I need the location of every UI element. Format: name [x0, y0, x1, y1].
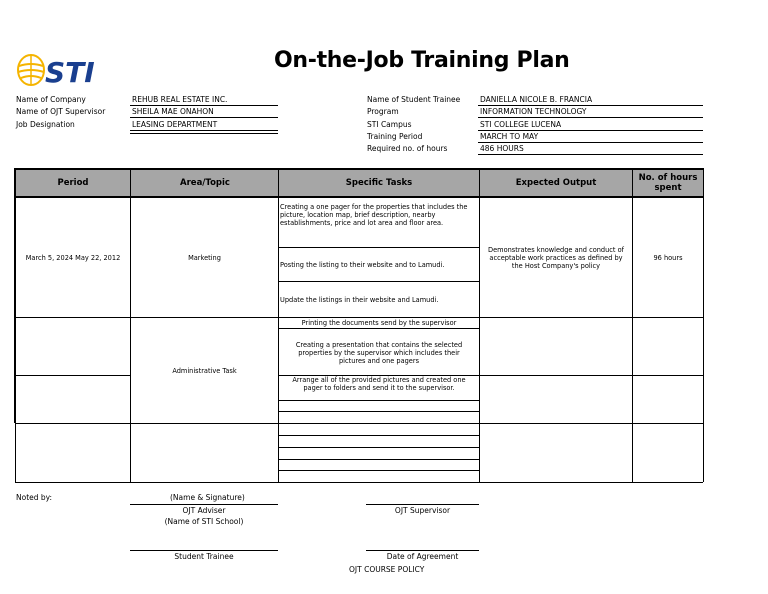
row2-task-3: Arrange all of the provided pictures and created one pager to folders and send it to the supervisor. [292, 376, 466, 392]
noted-by-label: Noted by: [16, 493, 53, 502]
course-policy-label: OJT COURSE POLICY [349, 565, 425, 574]
student-trainee-label: Student Trainee [174, 552, 234, 561]
row1-expected-output: Demonstrates knowledge and conduct of acceptable work practices as defined by the Host Company's policy [488, 245, 624, 270]
row1-area: Marketing [188, 253, 221, 262]
page-title: On-the-Job Training Plan [274, 48, 570, 73]
row1-hours: 96 hours [653, 253, 683, 262]
campus-value: STI COLLEGE LUCENA [478, 119, 703, 131]
company-value: REHUB REAL ESTATE INC. [130, 94, 278, 106]
table-border-bottom [15, 482, 703, 483]
table-border-left-lower [15, 423, 16, 482]
task-sep-10 [279, 470, 479, 471]
sti-school-label: (Name of STI School) [164, 517, 244, 526]
task-sep-3 [279, 328, 479, 329]
header-area-topic: Area/Topic [180, 178, 230, 188]
task-sep-5 [279, 400, 479, 401]
header-hours-spent: No. of hours spent [638, 173, 698, 193]
task-sep-9 [279, 459, 479, 460]
required-hours-value: 486 HOURS [478, 143, 703, 155]
student-name-value: DANIELLA NICOLE B. FRANCIA [478, 94, 703, 106]
student-signature-line [130, 550, 278, 551]
required-hours-label: Required no. of hours [367, 144, 448, 153]
ojt-adviser-label: OJT Adviser [182, 506, 226, 515]
training-period-value: MARCH TO MAY [478, 131, 703, 143]
svg-text:STI: STI [45, 56, 95, 88]
date-agreement-line [366, 550, 479, 551]
date-agreement-label: Date of Agreement [386, 552, 459, 561]
job-designation-value: LEASING DEPARTMENT [130, 119, 278, 131]
col-sep-3 [479, 169, 480, 482]
row2-task-1: Printing the documents send by the supervisor [301, 319, 457, 327]
row1-task-1: Creating a one pager for the properties that includes the picture, location map, brief description, nearby establishments, price and lot area and floor area. [280, 203, 468, 227]
row2-task-2: Creating a presentation that contains the selected properties by the supervisor which includes their pictures and one pagers [295, 341, 463, 365]
task-sep-8 [279, 447, 479, 448]
task-sep-7 [279, 435, 479, 436]
adviser-signature-line [130, 504, 278, 505]
row-sep-admin-mid-r [479, 375, 703, 376]
row-sep-admin-mid [15, 375, 130, 376]
row1-task-2: Posting the listing to their website and to Lamudi. [280, 260, 445, 269]
company-label: Name of Company [16, 95, 86, 104]
header-expected-output: Expected Output [515, 178, 597, 188]
student-name-label: Name of Student Trainee [367, 95, 461, 104]
program-value: INFORMATION TECHNOLOGY [478, 106, 703, 118]
header-specific-tasks: Specific Tasks [345, 178, 413, 188]
task-sep-6 [279, 411, 479, 412]
table-border-top [14, 168, 704, 170]
program-label: Program [367, 107, 399, 116]
job-designation-label: Job Designation [16, 120, 75, 129]
row2-area: Administrative Task [172, 366, 237, 375]
sti-logo [15, 52, 95, 88]
header-period: Period [57, 178, 89, 188]
left-extra-line [130, 133, 278, 134]
supervisor-value: SHEILA MAE ONAHON [130, 106, 278, 118]
training-period-label: Training Period [367, 132, 423, 141]
row1-period: March 5, 2024 May 22, 2012 [25, 253, 121, 262]
table-border-right [703, 168, 704, 482]
name-signature-label: (Name & Signature) [170, 493, 245, 502]
row1-task-3: Update the listings in their website and Lamudi. [280, 295, 439, 304]
sti-globe-logo-icon [15, 52, 95, 88]
supervisor-signature-line [366, 504, 479, 505]
supervisor-label: Name of OJT Supervisor [16, 107, 106, 116]
campus-label: STI Campus [367, 120, 412, 129]
row-sep-admin-end [15, 423, 703, 424]
ojt-supervisor-label: OJT Supervisor [394, 506, 451, 515]
